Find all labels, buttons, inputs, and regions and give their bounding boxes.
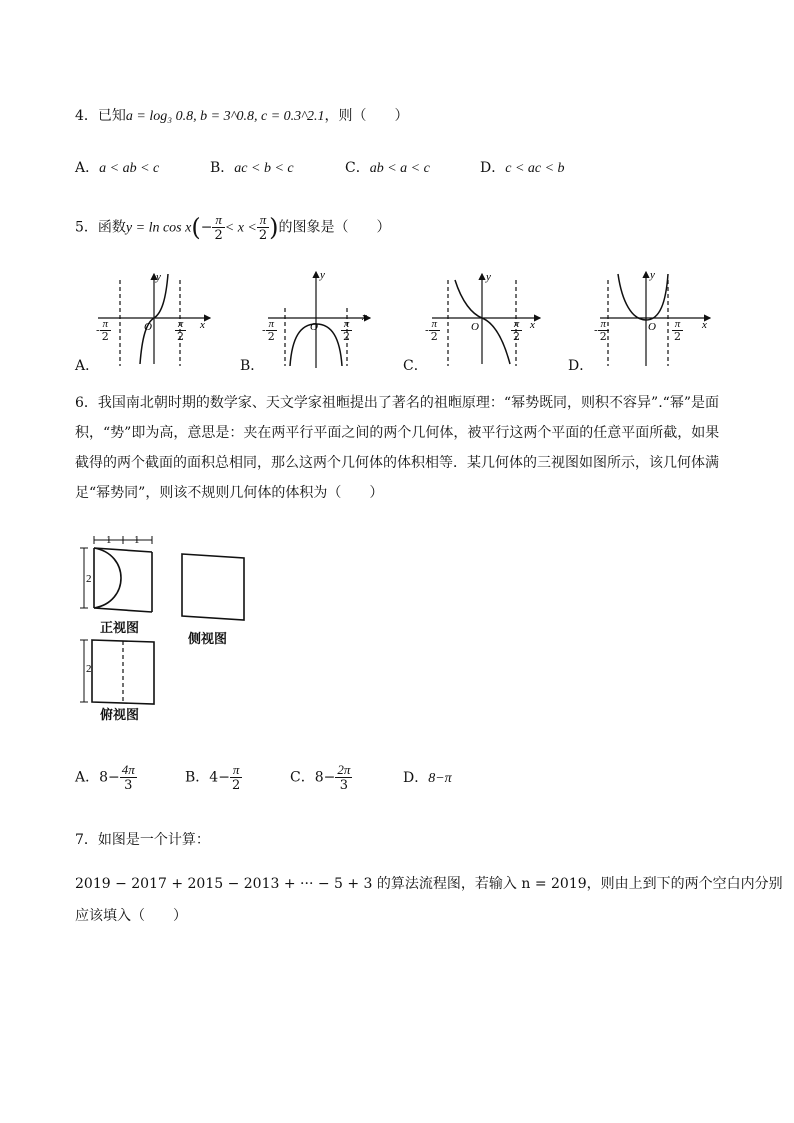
svg-text:x: x <box>200 319 205 331</box>
svg-text:2: 2 <box>86 573 92 585</box>
svg-text:y: y <box>486 271 491 283</box>
svg-text:O: O <box>648 321 656 333</box>
q5b-tick-neg-pi2: - $\frac{\pi}{2}$ <box>262 318 275 343</box>
svg-text:x: x <box>362 311 367 323</box>
q5-option-b-label[interactable]: B． <box>240 358 265 374</box>
q5-expression: y = ln cos x <box>125 220 192 236</box>
q6-option-b[interactable]: B．4− $\frac{\pi}{2}$ <box>185 762 241 793</box>
q5a-tick-neg-pi2: - $\frac{\pi}{2}$ <box>96 318 109 343</box>
q4-option-b[interactable] <box>210 158 294 179</box>
q7-stem-line2: 2019 − 2017 + 2015 − 2013 + ··· − 5 + 3 的算法流程图，若输入 n = 2019，则由上到下的两个空白内分别 <box>75 876 783 892</box>
q5-option-c-label[interactable]: C． <box>403 358 428 374</box>
svg-text:x: x <box>702 319 707 331</box>
svg-text:2: 2 <box>86 663 92 675</box>
svg-text:y: y <box>156 271 161 283</box>
q6-stem: 6．我国南北朝时期的数学家、天文学家祖暅提出了著名的祖暅原理：“幂势既同，则积不容异”.“幂”是面积，“势”即为高，意思是：夹在两平行平面之间的两个几何体，被平行这两个平面的任意平面所截，如果截得的两个截面的面积总相同，那么这两个几何体的体积相等．某几何体的三视图如图所示，该几何体满足“幂势同”，则该不规则几何体的体积为（ ） <box>75 395 720 501</box>
q4-option-c-text: ab < a < c <box>369 161 430 176</box>
q4-option-b-label: B． <box>210 160 235 176</box>
q5a-tick-pi2: $\frac{\pi}{2}$ <box>177 318 184 343</box>
front-view-label: 正视图 <box>100 621 140 636</box>
q4-stem <box>75 106 409 127</box>
q5d-tick-pi2: $\frac{\pi}{2}$ <box>674 318 681 343</box>
q4-option-c[interactable] <box>345 158 430 179</box>
q6-option-a[interactable]: A．8− $\frac{4\pi}{3}$ <box>75 762 135 793</box>
front-view <box>80 534 152 612</box>
svg-text:y: y <box>320 269 325 281</box>
q4-option-a-text: a < ab < c <box>99 161 160 176</box>
q4-option-d-text: c < ac < b <box>505 161 565 176</box>
q4-option-d[interactable] <box>480 158 565 179</box>
q5-neg: − <box>200 219 213 236</box>
q5-graph-a[interactable] <box>98 271 210 366</box>
q4-suffix: ，则（ ） <box>324 108 409 124</box>
q5-paren-close: ) <box>269 213 279 242</box>
q4-option-b-text: ac < b < c <box>234 161 294 176</box>
q5-option-a-label[interactable]: A． <box>75 358 100 374</box>
top-view-label: 俯视图 <box>100 708 140 723</box>
svg-text:x: x <box>530 319 535 331</box>
q5-graph-d[interactable] <box>600 269 710 366</box>
svg-text:O: O <box>471 321 479 333</box>
q4-option-a[interactable] <box>75 158 159 179</box>
q4-option-c-label: C． <box>345 160 370 176</box>
q5-inequality: < x < <box>224 220 257 236</box>
q5c-tick-neg-pi2: - $\frac{\pi}{2}$ <box>425 318 438 343</box>
q5-fraction-left: $\frac{\pi}{2}$ <box>214 212 223 243</box>
q7-stem-line1: 7．如图是一个计算： <box>75 832 210 848</box>
q6-option-d[interactable]: D．8−π <box>403 770 452 786</box>
svg-text:1: 1 <box>134 534 140 546</box>
svg-text:O: O <box>144 321 152 333</box>
side-view-label: 侧视图 <box>188 632 228 647</box>
q5d-tick-neg-pi2: - $\frac{\pi}{2}$ <box>594 318 607 343</box>
q4-option-a-label: A． <box>75 160 100 176</box>
q4-expression: a = log₃ 0.8, b = 3^0.8, c = 0.3^2.1 <box>125 109 325 124</box>
q4-option-d-label: D． <box>480 160 506 176</box>
q5-prefix: 5．函数 <box>75 219 126 236</box>
q5-stem <box>75 212 391 244</box>
q5c-tick-pi2: $\frac{\pi}{2}$ <box>513 318 520 343</box>
side-view <box>182 554 244 620</box>
svg-text:y: y <box>650 269 655 281</box>
svg-text:O: O <box>310 321 318 333</box>
q5b-tick-pi2: $\frac{\pi}{2}$ <box>343 318 350 343</box>
q4-prefix: 4．已知 <box>75 108 126 124</box>
top-view <box>80 640 154 704</box>
q7-stem-line3: 应该填入（ ） <box>75 908 187 924</box>
q6-option-c[interactable]: C．8− $\frac{2\pi}{3}$ <box>290 762 351 793</box>
q5-fraction-right: $\frac{\pi}{2}$ <box>258 212 268 243</box>
q5-graph-c[interactable] <box>432 271 540 366</box>
q5-option-d-label[interactable]: D． <box>568 358 594 374</box>
q5-graph-b[interactable] <box>268 269 370 368</box>
q5-paren-open: ( <box>191 213 201 242</box>
svg-text:1: 1 <box>106 534 112 546</box>
q5-suffix: 的图象是（ ） <box>278 219 391 236</box>
